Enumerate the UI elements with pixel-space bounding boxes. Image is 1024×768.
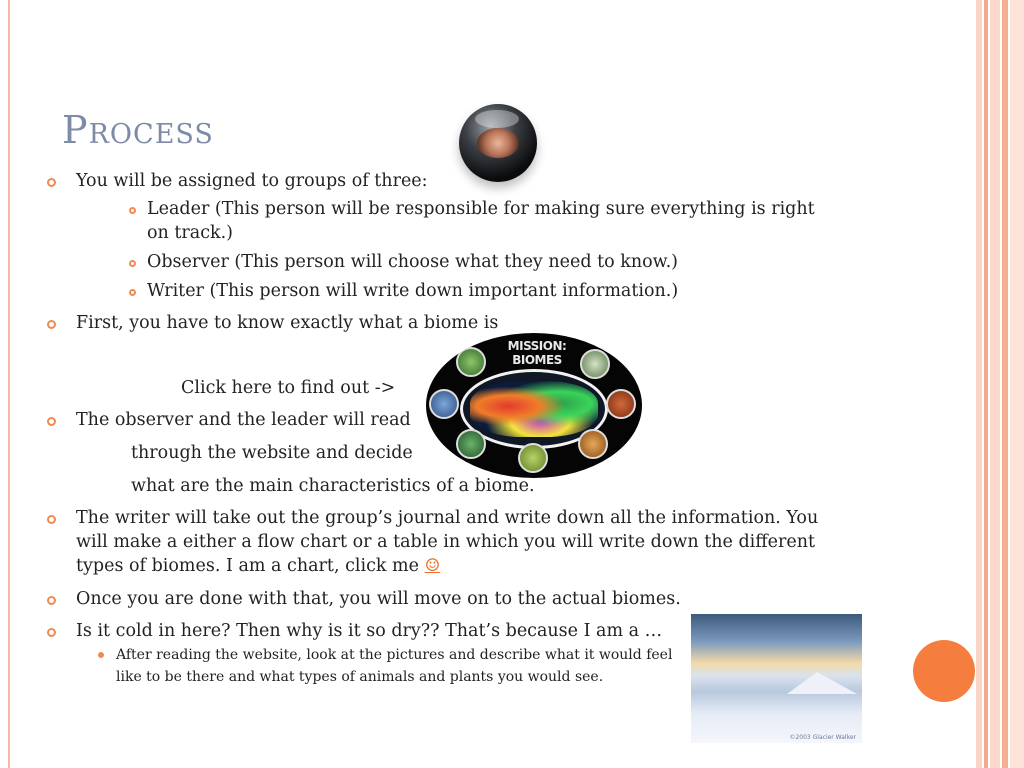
slide-right-stripes (976, 0, 1024, 768)
smiley-link-icon[interactable]: ☺ (424, 556, 441, 576)
world-map-graphic (470, 381, 598, 437)
bullet-once-done: Once you are done with that, you will move on to the actual biomes. (76, 589, 681, 609)
stripe (1010, 0, 1024, 768)
bullet-writer-journal: The writer will take out the group’s journal and write down all the information. You (76, 508, 819, 528)
photo-credit: ©2003 Glacier Walker (789, 734, 856, 741)
bullet-leader: Leader (This person will be responsible for making sure everything is right (147, 199, 815, 219)
bullet-observer-leader-cont2: what are the main characteristics of a biome. (131, 476, 535, 496)
bullet-after-reading: After reading the website, look at the pictures and describe what it would feel (116, 647, 673, 663)
biome-bubble (456, 429, 486, 459)
biome-bubble (518, 443, 548, 473)
sub-bullet-icon (129, 289, 136, 296)
hands-graphic (477, 128, 519, 158)
bullet-writer-journal-cont: will make a either a flow chart or a table in which you will write down the different (76, 532, 816, 552)
sub-bullet-icon (129, 260, 136, 267)
bullet-observer: Observer (This person will choose what they need to know.) (147, 252, 678, 272)
click-here-link[interactable]: Click here to find out -> (181, 378, 396, 398)
biomes-logo-text: MISSION: BIOMES (507, 339, 567, 367)
slide-left-border (8, 0, 10, 768)
bullet-observer-leader-cont: through the website and decide (131, 443, 413, 463)
bullet-writer: Writer (This person will write down important information.) (147, 281, 679, 301)
biome-bubble (580, 349, 610, 379)
mountain-graphic (787, 672, 857, 694)
mission-biomes-link-image[interactable] (426, 333, 642, 478)
biome-bubble (606, 389, 636, 419)
bullet-icon (47, 178, 56, 187)
biome-bubble (429, 389, 459, 419)
biome-bubble (456, 347, 486, 377)
bullet-groups: You will be assigned to groups of three: (76, 171, 428, 191)
sub-bullet-icon (129, 207, 136, 214)
chart-text: types of biomes. I am a chart, click me (76, 556, 419, 576)
stripe (1002, 0, 1008, 768)
bullet-icon (47, 515, 56, 524)
bullet-icon (47, 628, 56, 637)
stripe (976, 0, 982, 768)
sub-bullet-icon (98, 652, 104, 658)
bullet-cold: Is it cold in here? Then why is it so dry?? That’s because I am a … (76, 621, 663, 641)
biome-bubble (578, 429, 608, 459)
bullet-icon (47, 320, 56, 329)
slide-title: Process (62, 108, 214, 152)
hands-together-image (459, 104, 537, 182)
bullet-writer-journal-cont2 (76, 554, 440, 578)
bullet-after-reading-cont: like to be there and what types of animals and plants you would see. (116, 669, 604, 685)
bullet-first: First, you have to know exactly what a biome is (76, 313, 499, 333)
orb-shine (475, 110, 519, 128)
stripe (990, 0, 1000, 768)
bullet-icon (47, 417, 56, 426)
bullet-icon (47, 596, 56, 605)
stripe (984, 0, 988, 768)
bullet-observer-leader: The observer and the leader will read (76, 410, 411, 430)
orange-circle-decoration (913, 640, 975, 702)
bullet-leader-cont: on track.) (147, 223, 233, 243)
tundra-photo (691, 614, 862, 743)
